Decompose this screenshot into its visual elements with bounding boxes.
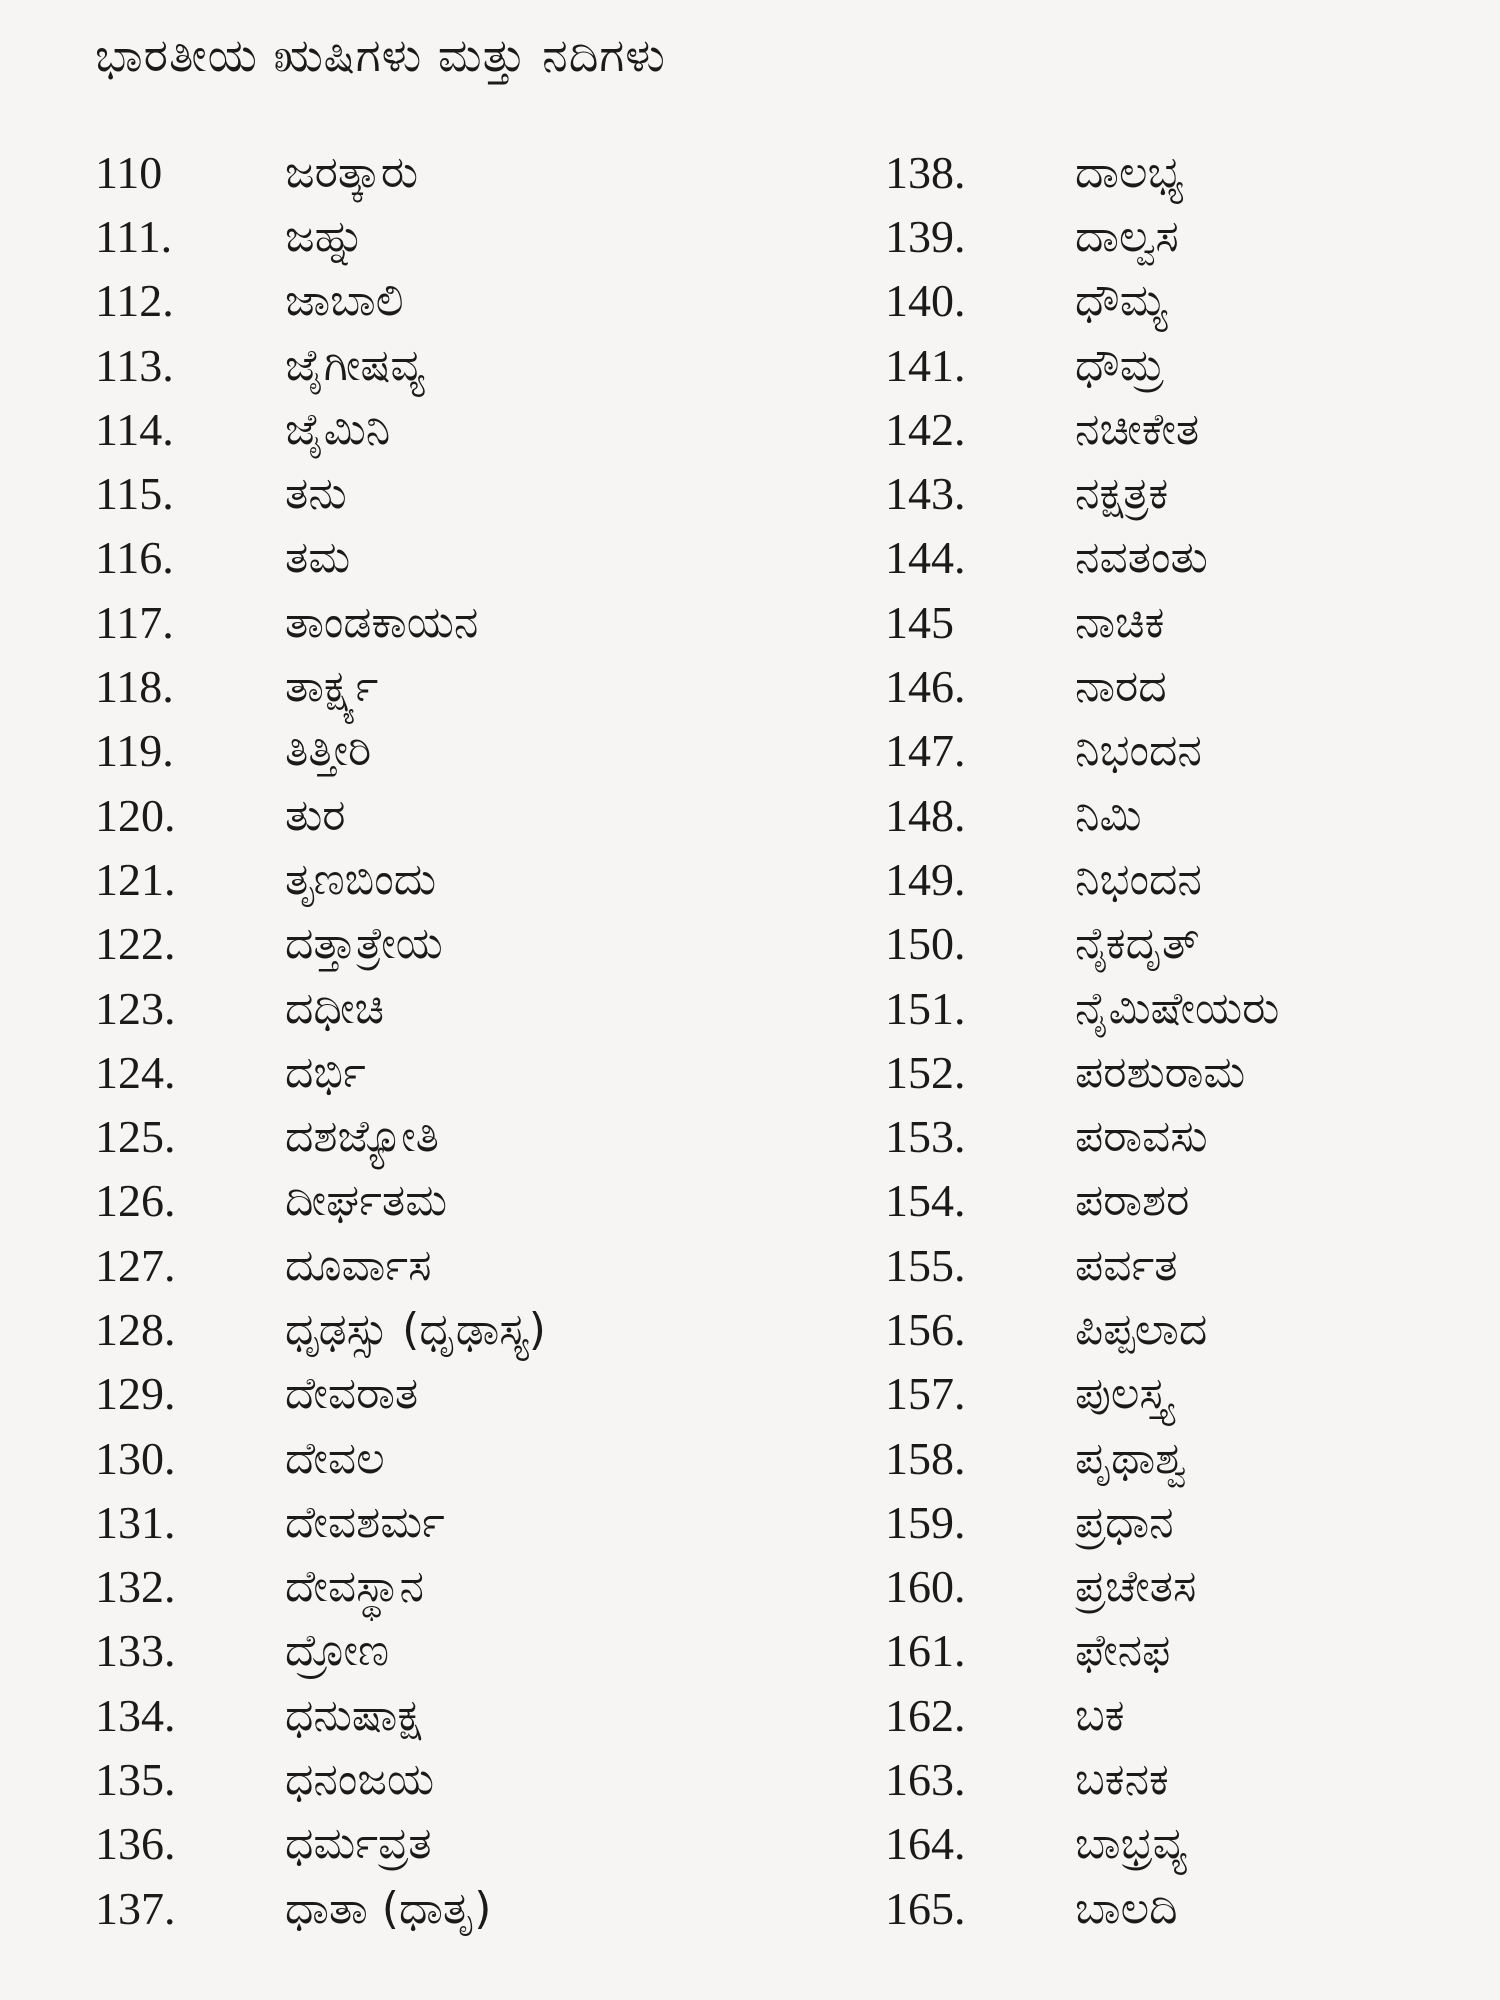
- entry-number: 144.: [885, 532, 966, 584]
- entry-number: 135.: [95, 1754, 176, 1806]
- list-item: [95, 654, 546, 718]
- entry-name: ಪರಶುರಾಮ: [1075, 1046, 1246, 1098]
- entry-name: ಪಿಪ್ಪಲಾದ: [1075, 1303, 1208, 1355]
- entry-name: ನವತಂತು: [1075, 532, 1208, 584]
- list-item: [95, 1555, 546, 1619]
- entry-number: 158.: [885, 1432, 966, 1484]
- list-item: [885, 783, 1279, 847]
- entry-name: ದಧೀಚಿ: [285, 982, 385, 1034]
- right-column: [885, 140, 1279, 1940]
- entry-number: 127.: [95, 1239, 176, 1291]
- list-item: [95, 1490, 546, 1554]
- list-item: [885, 1426, 1279, 1490]
- list-item: [95, 1619, 546, 1683]
- entry-number: 153.: [885, 1111, 966, 1163]
- entry-number: 126.: [95, 1175, 176, 1227]
- entry-name: ಜರತ್ಕಾರು: [285, 146, 419, 198]
- entry-name: ಧೃಢಸ್ಸು (ಧೃಢಾಸ್ಯ): [285, 1303, 546, 1355]
- list-item: [95, 590, 546, 654]
- list-item: [95, 1812, 546, 1876]
- entry-name: ಪುಲಸ್ತ್ಯ: [1075, 1368, 1171, 1420]
- list-item: [95, 719, 546, 783]
- entry-name: ತಾರ್ಕ್ಷ್ಯ: [285, 661, 379, 713]
- list-item: [885, 654, 1279, 718]
- entry-name: ಪರ್ವತ: [1075, 1239, 1178, 1291]
- entry-number: 154.: [885, 1175, 966, 1227]
- entry-name: ದ್ರೋಣ: [285, 1625, 390, 1677]
- entry-number: 149.: [885, 853, 966, 905]
- entry-name: ಬಾಲದಿ: [1075, 1882, 1178, 1934]
- list-item: [95, 1233, 546, 1297]
- entry-name: ಧನಂಜಯ: [285, 1754, 435, 1806]
- entry-number: 111.: [95, 210, 173, 262]
- list-item: [885, 526, 1279, 590]
- entry-name: ದಾಲ್ವಸ: [1075, 210, 1179, 262]
- entry-name: ತೃಣಬಿಂದು: [285, 853, 437, 905]
- list-item: [95, 976, 546, 1040]
- entry-name: ನೈಕದೃತ್: [1075, 918, 1200, 970]
- page-header: ಭಾರತೀಯ ಋಷಿಗಳು ಮತ್ತು ನದಿಗಳು: [95, 28, 666, 82]
- entry-number: 128.: [95, 1303, 176, 1355]
- entry-number: 115.: [95, 468, 174, 520]
- entry-number: 132.: [95, 1561, 176, 1613]
- entry-number: 157.: [885, 1368, 966, 1420]
- list-item: [95, 1683, 546, 1747]
- entry-number: 155.: [885, 1239, 966, 1291]
- list-item: [885, 847, 1279, 911]
- entry-number: 145: [885, 596, 954, 648]
- entry-number: 122.: [95, 918, 176, 970]
- list-item: [95, 526, 546, 590]
- entry-number: 136.: [95, 1818, 176, 1870]
- entry-name: ನಾಚಿಕ: [1075, 596, 1165, 648]
- list-item: [95, 1104, 546, 1168]
- entry-number: 113.: [95, 339, 174, 391]
- entry-name: ನಿಭಂದನ: [1075, 853, 1202, 905]
- entry-number: 160.: [885, 1561, 966, 1613]
- entry-name: ದೇವಸ್ಥಾನ: [285, 1561, 424, 1613]
- entry-number: 137.: [95, 1882, 176, 1934]
- entry-number: 131.: [95, 1496, 176, 1548]
- entry-name: ದೀರ್ಘತಮ: [285, 1175, 448, 1227]
- list-item: [885, 1555, 1279, 1619]
- entry-number: 133.: [95, 1625, 176, 1677]
- entry-name: ಪರಾವಸು: [1075, 1111, 1208, 1163]
- list-item: [95, 1747, 546, 1811]
- entry-name: ದಶಜ್ಯೋತಿ: [285, 1111, 439, 1163]
- list-item: [95, 847, 546, 911]
- entry-number: 152.: [885, 1046, 966, 1098]
- entry-name: ಜಹ್ನು: [285, 210, 365, 262]
- entry-name: ತನು: [285, 468, 347, 520]
- list-item: [885, 461, 1279, 525]
- list-item: [885, 1876, 1279, 1940]
- list-item: [885, 1362, 1279, 1426]
- entry-number: 164.: [885, 1818, 966, 1870]
- entry-number: 165.: [885, 1882, 966, 1934]
- list-item: [885, 912, 1279, 976]
- entry-name: ನಿಮಿ: [1075, 789, 1142, 841]
- entry-name: ಬಕನಕ: [1075, 1754, 1169, 1806]
- entry-name: ಪರಾಶರ: [1075, 1175, 1190, 1227]
- entry-name: ಬಕ: [1075, 1689, 1125, 1741]
- entry-number: 121.: [95, 853, 176, 905]
- entry-name: ದೇವಲ: [285, 1432, 385, 1484]
- entry-number: 140.: [885, 275, 966, 327]
- entry-number: 139.: [885, 210, 966, 262]
- entry-number: 150.: [885, 918, 966, 970]
- entry-name: ಫೇನಫ: [1075, 1625, 1171, 1677]
- list-item: [885, 1490, 1279, 1554]
- entry-name: ಧನುಷಾಕ್ಷ: [285, 1689, 422, 1741]
- entry-name: ಧರ್ಮವ್ರತ: [285, 1818, 432, 1870]
- entry-name: ಜಾಬಾಲಿ: [285, 275, 404, 327]
- list-item: [95, 1169, 546, 1233]
- list-item: [95, 783, 546, 847]
- list-item: [885, 269, 1279, 333]
- list-item: [885, 1104, 1279, 1168]
- entry-name: ನಾರದ: [1075, 661, 1167, 713]
- entry-number: 148.: [885, 789, 966, 841]
- entry-number: 143.: [885, 468, 966, 520]
- list-item: [885, 1233, 1279, 1297]
- entry-number: 125.: [95, 1111, 176, 1163]
- list-item: [885, 140, 1279, 204]
- entry-number: 120.: [95, 789, 176, 841]
- entry-number: 129.: [95, 1368, 176, 1420]
- entry-number: 116.: [95, 532, 174, 584]
- entry-name: ನಿಭಂದನ: [1075, 725, 1202, 777]
- entry-name: ಜೈಗೀಷವ್ಯ: [285, 339, 425, 391]
- list-item: [95, 1297, 546, 1361]
- list-item: [885, 1747, 1279, 1811]
- entry-number: 123.: [95, 982, 176, 1034]
- entry-number: 118.: [95, 661, 174, 713]
- entry-name: ದೇವಶರ್ಮ: [285, 1496, 445, 1548]
- entry-number: 130.: [95, 1432, 176, 1484]
- list-item: [885, 1169, 1279, 1233]
- list-item: [885, 976, 1279, 1040]
- list-item: [95, 397, 546, 461]
- entry-name: ನಚೀಕೇತ: [1075, 403, 1200, 455]
- entry-name: ನಕ್ಷತ್ರಕ: [1075, 468, 1169, 520]
- entry-name: ಪ್ರಧಾನ: [1075, 1496, 1174, 1548]
- entry-name: ಜೈಮಿನಿ: [285, 403, 391, 455]
- list-item: [95, 140, 546, 204]
- entry-name: ದರ್ಭಿ: [285, 1046, 366, 1098]
- entry-number: 146.: [885, 661, 966, 713]
- entry-number: 147.: [885, 725, 966, 777]
- entry-name: ನೈಮಿಷೇಯರು: [1075, 982, 1280, 1034]
- list-item: [95, 269, 546, 333]
- list-item: [885, 333, 1279, 397]
- entry-number: 141.: [885, 339, 966, 391]
- entry-name: ದಾಲಭ್ಯ: [1075, 146, 1184, 198]
- list-item: [95, 1876, 546, 1940]
- entry-name: ತಾಂಡಕಾಯನ: [285, 596, 479, 648]
- list-item: [885, 719, 1279, 783]
- entry-name: ಪೃಥಾಶ್ವ: [1075, 1432, 1188, 1484]
- list-item: [95, 1426, 546, 1490]
- entry-number: 138.: [885, 146, 966, 198]
- entry-number: 112.: [95, 275, 174, 327]
- entry-number: 161.: [885, 1625, 966, 1677]
- entry-number: 163.: [885, 1754, 966, 1806]
- list-item: [885, 1812, 1279, 1876]
- entry-number: 124.: [95, 1046, 176, 1098]
- list-item: [885, 1040, 1279, 1104]
- entry-number: 134.: [95, 1689, 176, 1741]
- entry-number: 114.: [95, 403, 174, 455]
- entry-name: ಪ್ರಚೇತಸ: [1075, 1561, 1197, 1613]
- entry-name: ತಿತ್ತೀರಿ: [285, 725, 372, 777]
- list-item: [95, 1362, 546, 1426]
- list-item: [885, 1683, 1279, 1747]
- entry-number: 117.: [95, 596, 174, 648]
- entry-number: 162.: [885, 1689, 966, 1741]
- entry-number: 151.: [885, 982, 966, 1034]
- list-item: [95, 461, 546, 525]
- entry-number: 110: [95, 146, 163, 198]
- entry-number: 119.: [95, 725, 174, 777]
- list-item: [885, 397, 1279, 461]
- list-item: [95, 1040, 546, 1104]
- entry-name: ತುರ: [285, 789, 346, 841]
- list-item: [95, 204, 546, 268]
- entry-name: ದೂರ್ವಾಸ: [285, 1239, 432, 1291]
- entry-name: ದೇವರಾತ: [285, 1368, 419, 1420]
- list-item: [885, 204, 1279, 268]
- list-item: [95, 912, 546, 976]
- list-item: [95, 333, 546, 397]
- entry-number: 142.: [885, 403, 966, 455]
- entry-number: 159.: [885, 1496, 966, 1548]
- entry-number: 156.: [885, 1303, 966, 1355]
- entry-name: ದತ್ತಾತ್ರೇಯ: [285, 918, 443, 970]
- entry-name: ಬಾಭ್ರವ್ಯ: [1075, 1818, 1187, 1870]
- left-column: [95, 140, 546, 1940]
- entry-name: ತಮ: [285, 532, 351, 584]
- entry-name: ಧೌಮ್ಯ: [1075, 275, 1168, 327]
- entry-name: ಧೌಮ್ರ: [1075, 339, 1164, 391]
- list-item: [885, 1619, 1279, 1683]
- list-item: [885, 590, 1279, 654]
- list-item: [885, 1297, 1279, 1361]
- entry-name: ಧಾತಾ (ಧಾತೃ): [285, 1882, 492, 1934]
